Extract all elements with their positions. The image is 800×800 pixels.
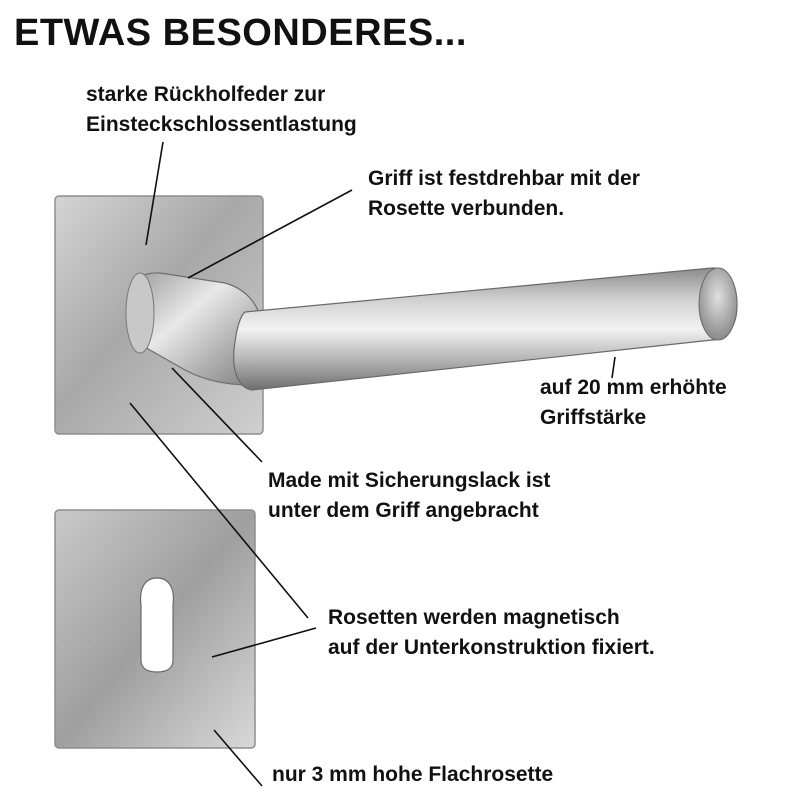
annotation-thickness-line1: auf 20 mm erhöhte	[540, 376, 727, 399]
annotation-lacquer-line1: Made mit Sicherungslack ist	[268, 469, 551, 492]
annotation-magnetic-line2: auf der Unterkonstruktion fixiert.	[328, 636, 655, 659]
annotation-fixed-line2: Rosette verbunden.	[368, 197, 565, 220]
annotation-thickness	[540, 373, 727, 433]
annotation-magnetic-line1: Rosetten werden magnetisch	[328, 606, 620, 629]
lower-rosette	[55, 510, 255, 748]
annotation-lacquer	[268, 466, 550, 526]
annotation-fixed	[368, 164, 640, 224]
annotation-flat	[272, 760, 553, 790]
annotation-spring-line2: Einsteckschlossentlastung	[86, 113, 357, 136]
door-handle	[126, 268, 737, 390]
annotation-spring	[86, 80, 357, 140]
annotation-flat-line1: nur 3 mm hohe Flachrosette	[272, 763, 554, 786]
annotation-magnetic	[328, 603, 655, 663]
annotation-thickness-line2: Griffstärke	[540, 406, 647, 429]
keyhole-icon	[141, 578, 174, 672]
page-title: ETWAS BESONDERES...	[14, 12, 467, 54]
annotation-lacquer-line2: unter dem Griff angebracht	[268, 499, 539, 522]
annotation-fixed-line1: Griff ist festdrehbar mit der	[368, 167, 640, 190]
annotation-spring-line1: starke Rückholfeder zur	[86, 83, 326, 106]
